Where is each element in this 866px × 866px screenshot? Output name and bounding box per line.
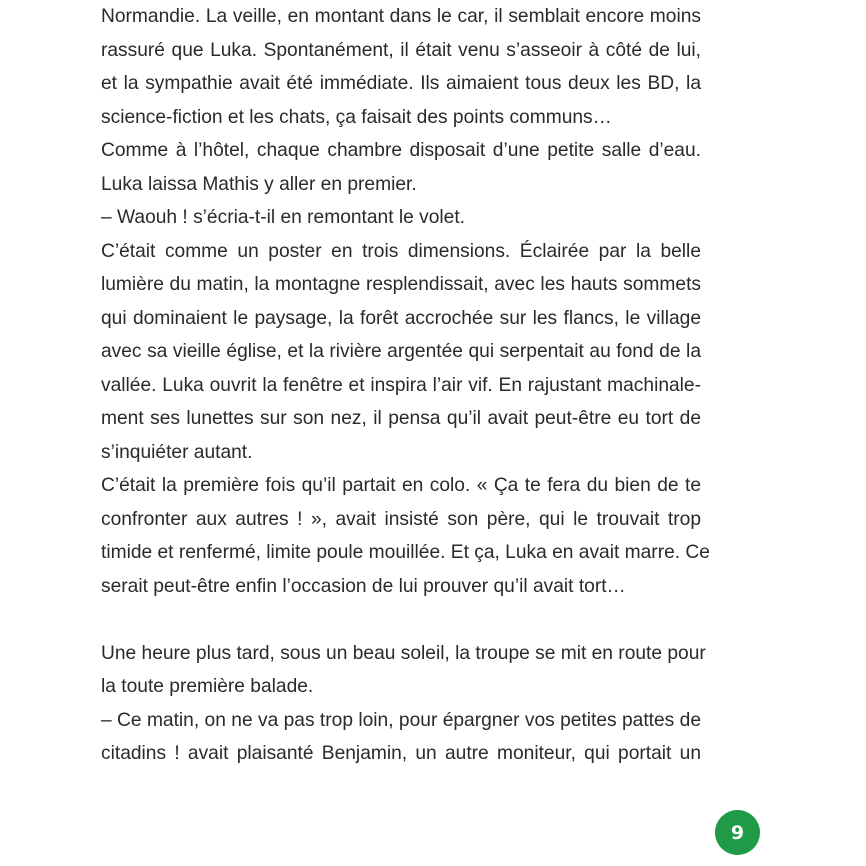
page-body bbox=[101, 0, 710, 771]
text-line: rassuré que Luka. Spontanément, il était venu s’asseoir à côté de lui, bbox=[101, 39, 701, 61]
page-number-badge bbox=[715, 810, 760, 855]
text-line: – Ce matin, on ne va pas trop loin, pour épargner vos petites pattes de bbox=[101, 709, 701, 731]
text-line: serait peut-être enfin l’occasion de lui prouver qu’il avait tort… bbox=[101, 575, 626, 597]
text-line: s’inquiéter autant. bbox=[101, 441, 253, 463]
text-line: lumière du matin, la montagne resplendissait, avec les hauts sommets bbox=[101, 274, 701, 295]
text-line: – Waouh ! s’écria-t-il en remontant le volet. bbox=[101, 207, 466, 228]
text-line: Normandie. La veille, en montant dans le car, il semblait encore moins bbox=[101, 6, 701, 27]
text-line: C’était la première fois qu’il partait en colo. « Ça te fera du bien de te bbox=[101, 475, 701, 496]
text-line: et la sympathie avait été immédiate. Ils aimaient tous deux les BD, la bbox=[101, 73, 701, 94]
page-number: 9 bbox=[730, 821, 745, 844]
text-line: science-fiction et les chats, ça faisait des points communs… bbox=[101, 106, 612, 128]
text-line: C’était comme un poster en trois dimensions. Éclairée par la belle bbox=[101, 240, 701, 262]
text-line: citadins ! avait plaisanté Benjamin, un autre moniteur, qui portait un bbox=[101, 743, 701, 764]
text-line: timide et renfermé, limite poule mouillée. Et ça, Luka en avait marre. Ce bbox=[101, 542, 710, 563]
text-line: Luka laissa Mathis y aller en premier. bbox=[101, 173, 417, 195]
text-line: qui dominaient le paysage, la forêt accrochée sur les flancs, le village bbox=[101, 307, 701, 329]
text-line: ment ses lunettes sur son nez, il pensa qu’il avait peut-être eu tort de bbox=[101, 408, 701, 429]
text-line: vallée. Luka ouvrit la fenêtre et inspira l’air vif. En rajustant machinale- bbox=[101, 374, 701, 396]
paragraph-gap bbox=[101, 603, 701, 637]
text-line: Comme à l’hôtel, chaque chambre disposait d’une petite salle d’eau. bbox=[101, 140, 701, 161]
text-line: Une heure plus tard, sous un beau soleil, la troupe se mit en route pour bbox=[101, 642, 706, 664]
text-line: confronter aux autres ! », avait insisté son père, qui le trouvait trop bbox=[101, 508, 701, 530]
text-line: avec sa vieille église, et la rivière argentée qui serpentait au fond de la bbox=[101, 341, 701, 362]
text-line: la toute première balade. bbox=[101, 676, 314, 697]
